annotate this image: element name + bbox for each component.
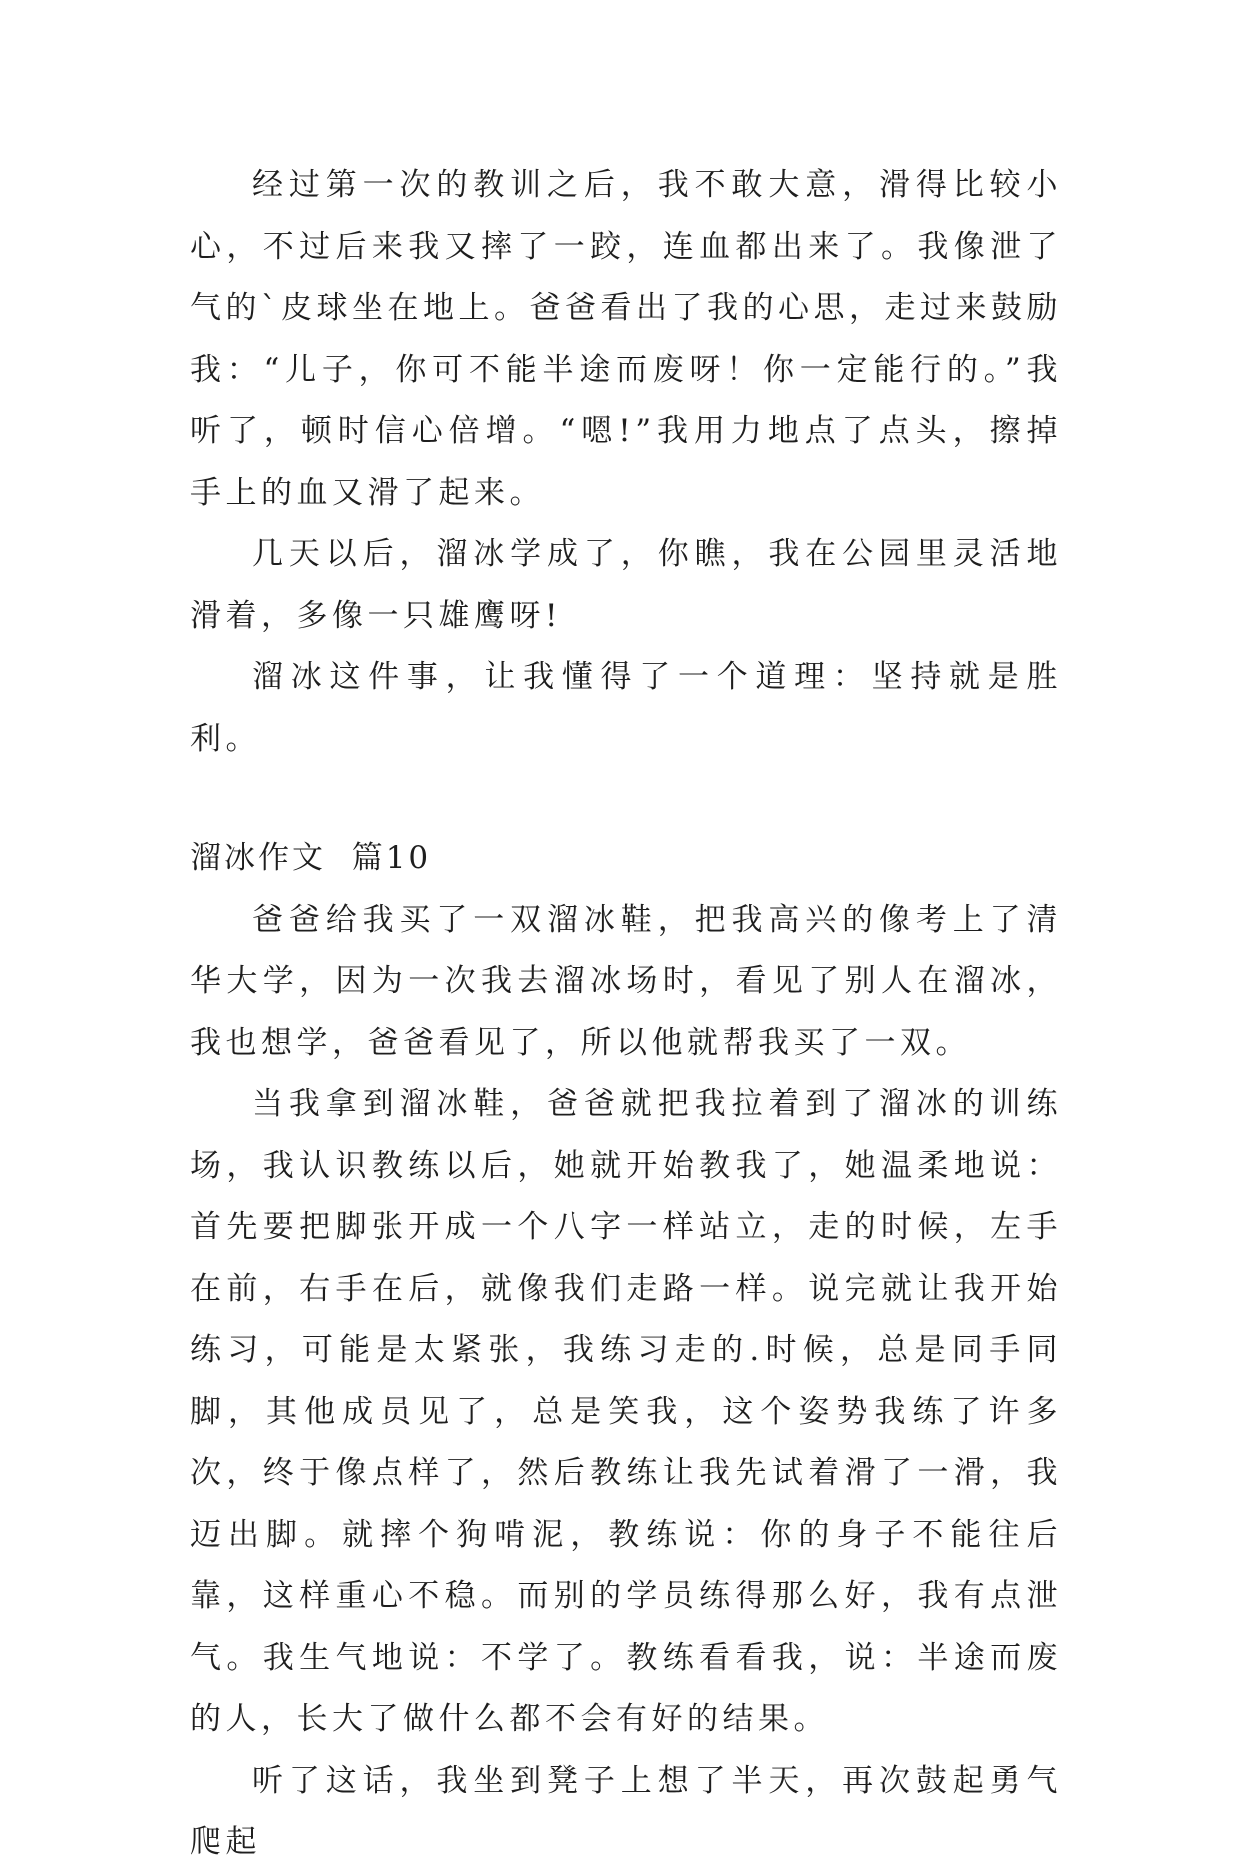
paragraph: 当我拿到溜冰鞋，爸爸就把我拉着到了溜冰的训练场，我认识教练以后，她就开始教我了，她温柔地说：首先要把脚张开成一个八字一样站立，走的时候，左手在前，右手在后，就像我们走路一样。说完就让我开始练习，可能是太紧张，我练习走的.时候，总是同手同脚，其他成员见了，总是笑我，这个姿势我练了许多次，终于像点样了，然后教练让我先试着滑了一滑，我迈出脚。就摔个狗啃泥，教练说：你的身子不能往后靠，这样重心不稳。而别的学员练得那么好，我有点泄气。我生气地说：不学了。教练看看我，说：半途而废的人，长大了做什么都不会有好的结果。 — [190, 1086, 1062, 1737]
paragraph: 经过第一次的教训之后，我不敢大意，滑得比较小心，不过后来我又摔了一跤，连血都出来了。我像泄了气的`皮球坐在地上。爸爸看出了我的心思，走过来鼓励我：“儿子，你可不能半途而废呀！你一定能行的。”我听了，顿时信心倍增。“嗯!”我用力地点了点头，擦掉手上的血又滑了起来。 — [190, 167, 1062, 511]
document-page — [190, 155, 1062, 1874]
paragraph: 几天以后，溜冰学成了，你瞧，我在公园里灵活地滑着，多像一只雄鹰呀! — [190, 536, 1062, 634]
paragraph: 爸爸给我买了一双溜冰鞋，把我高兴的像考上了清华大学，因为一次我去溜冰场时，看见了别人在溜冰，我也想学，爸爸看见了，所以他就帮我买了一双。 — [190, 901, 1062, 1061]
paragraph: 听了这话，我坐到凳子上想了半天，再次鼓起勇气爬起 — [190, 1762, 1062, 1860]
section-heading: 溜冰作文 篇10 — [190, 840, 432, 876]
paragraph: 溜冰这件事，让我懂得了一个道理：坚持就是胜利。 — [190, 659, 1062, 757]
